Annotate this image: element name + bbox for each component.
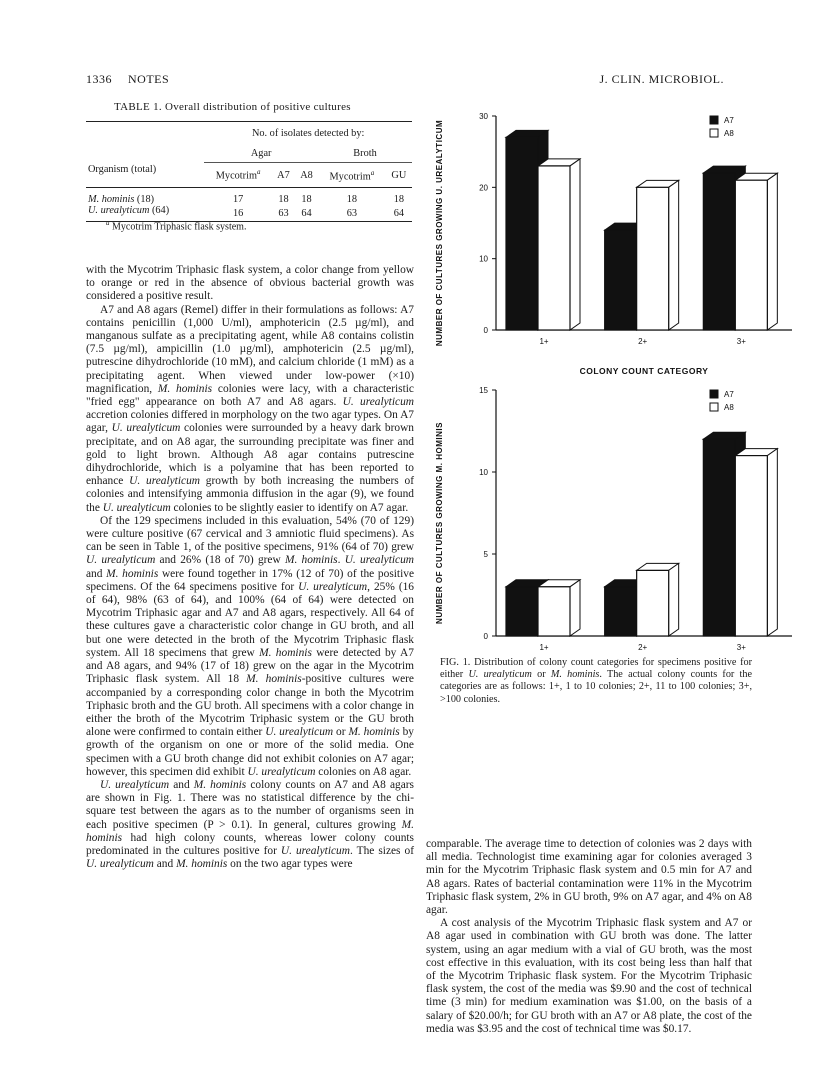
right-column-text [426, 838, 752, 1036]
subheader-gu: GU [391, 169, 407, 181]
organism-header: Organism (total) [88, 164, 157, 176]
paragraph: A7 and A8 agars (Remel) differ in their formulations as follows: A7 contains penicillin (1,000 U/ml), amphotericin (2.5 µg/ml), and manganous sulfate as a precipitating agent, while A8 contains colistin (7.5 µg/ml), ampicillin (1.0 µg/ml), amphotericin (2.5 µg/ml), putrescine dihydrochloride (10 mM), and calcium chloride (1 mM) as a precipitating agent. When viewed under low-power (×10) magnification, M. hominis colonies were lacy, with a characteristic "fried egg" appearance on both A7 and A8 agars. U. urealyticum accretion colonies differed in morphology on the two agar types. On A7 agar, U. urealyticum colonies were surrounded by a heavy dark brown precipitate, and on A8 agar, the surrounding precipitate was finer and gold to light brown. Although A8 agar contains putrescine dihydrochloride, which is a polyamine that has been reported to enhance U. urealyticum growth by both increasing the numbers of colonies and intensifying ammonia diffusion in the agar (9), we found the U. urealyticum colonies to be slightly easier to identify on A7 agar. [86, 303, 414, 514]
chart-hominis-svg [428, 378, 808, 660]
y-tick-label: 30 [479, 112, 488, 121]
left-column-text [86, 264, 414, 871]
bar-a7-3 [703, 173, 735, 330]
table-footnote: $^a$ Mycotrim Triphasic flask system. [106, 219, 247, 233]
y-tick-label: 15 [479, 386, 488, 395]
bar-side [767, 449, 777, 636]
bar-a7-1 [506, 587, 538, 636]
bar-a8-3 [735, 456, 767, 636]
x-tick-label: 3+ [736, 643, 746, 652]
legend-swatch-a7 [710, 116, 718, 124]
bar-a8-1 [538, 166, 570, 330]
bar-side [669, 180, 679, 330]
legend-label-a7: A7 [724, 390, 734, 399]
broth-header: Broth [318, 144, 412, 163]
bar-a8-2 [637, 187, 669, 330]
x-tick-label: 2+ [638, 337, 648, 346]
agar-header: Agar [204, 144, 318, 163]
bar-side [767, 173, 777, 330]
table-row: U. urealyticum (64) 16 63 64 63 64 [86, 205, 412, 222]
bar-a7-2 [605, 587, 637, 636]
paragraph: A cost analysis of the Mycotrim Triphasic flask system and A7 or A8 agar used in combination with GU broth was done. The latter system, using an agar medium with a vial of GU broth, was the most cost effective in this evaluation, with its cost being less than half that of the Mycotrim Triphasic flask system. For the Mycotrim Triphasic flask system, the cost of the media was $9.90 and the cost of technical time (3 min) for medium examination was $1.00, on the basis of a salary of $20.00/h; for GU broth with an A7 or A8 plate, the cost of the media was $3.95 and the cost of technical time was $0.17. [426, 917, 752, 1035]
paragraph: Of the 129 specimens included in this evaluation, 54% (70 of 129) were culture positive (67 cervical and 3 amniotic fluid specimens). As can be seen in Table 1, of the positive specimens, 91% (64 of 70) grew U. urealyticum and 26% (18 of 70) grew M. hominis. U. urealyticum and M. hominis were found together in 17% (12 of 70) of the positive specimens. Of the 64 specimens positive for U. urealyticum, 25% (16 of 64), 98% (63 of 64), and 100% (64 of 64) were detected on Mycotrim Triphasic agar and A7 and A8 agars, respectively. All 64 of these cultures gave a characteristic color change in GU broth, and all but one were detected in the broth of the Mycotrim Triphasic flask system. All 18 specimens that grew M. hominis were detected by A7 and A8 agars, and 94% (17 of 18) grew on the agar in the Mycotrim Triphasic flask system. All 18 M. hominis-positive cultures were accompanied by a corresponding color change in both the Mycotrim Triphasic broth and the GU broth. All specimens with a color change in either the broth of the Mycotrim Triphasic system or the GU broth alone were confirmed to contain either U. urealyticum or M. hominis by growth of the organism on one or more of the solid media. One specimen with a GU broth change did not exhibit colonies on A7 agar; however, this specimen did exhibit U. urealyticum colonies on A8 agar. [86, 514, 415, 778]
bar-side [570, 159, 580, 330]
subheader-mycotrim-broth: Mycotrim$^a$ [329, 168, 375, 182]
journal-title: J. CLIN. MICROBIOL. [599, 72, 724, 86]
legend-label-a8: A8 [724, 403, 734, 412]
legend-swatch-a8 [710, 129, 718, 137]
bar-a7-1 [506, 137, 538, 330]
legend-swatch-a8 [710, 403, 718, 411]
subheader-a7: A7 [277, 169, 290, 181]
bar-side [570, 580, 580, 636]
bar-a8-3 [735, 180, 767, 330]
chart-hominis [428, 378, 808, 660]
results-table [86, 121, 412, 222]
legend-label-a8: A8 [724, 129, 734, 138]
section-title: NOTES [128, 72, 170, 86]
legend-swatch-a7 [710, 390, 718, 398]
subheader-a8: A8 [300, 169, 313, 181]
table-row: M. hominis (18) 17 18 18 18 18 [88, 194, 404, 206]
x-tick-label: 2+ [638, 643, 648, 652]
x-tick-label: 3+ [736, 337, 746, 346]
page-number: 1336 [86, 72, 112, 86]
bar-side [669, 563, 679, 636]
chart-urealyticum-svg [428, 96, 808, 386]
paragraph: comparable. The average time to detection of colonies was 2 days with all media. Technologist time examining agar for colonies averaged 3 min for the Mycotrim Triphasic flask system and 0.5 min for A7 and A8 agars. Rates of bacterial contamination were 11% in the Mycotrim Triphasic flask system, 2% in GU broth, 9% on A7 agar, and 4% on A8 agar. [426, 838, 752, 917]
subheader-mycotrim-agar: Mycotrim$^a$ [215, 168, 261, 182]
figure-caption: FIG. 1. Distribution of colony count categories for specimens positive for either U. urealyticum or M. hominis. The actual colony counts for the categories are as follows: 1+, 1 to 10 colonies; 2+, 11 to 100 colonies; 3+, >100 colonies. [440, 657, 753, 705]
y-tick-label: 0 [483, 326, 488, 335]
bar-a7-3 [703, 439, 735, 636]
x-tick-label: 1+ [539, 337, 549, 346]
table-spanning-header: No. of isolates detected by: [251, 128, 365, 139]
chart-urealyticum [428, 96, 808, 386]
y-tick-label: 10 [479, 254, 488, 264]
bar-a8-2 [637, 570, 669, 636]
table-title: TABLE 1. Overall distribution of positive cultures [114, 101, 351, 113]
paragraph: U. urealyticum and M. hominis colony counts on A7 and A8 agars are shown in Fig. 1. There was no statistical difference by the chi-square test between the agars as to the number of organisms seen in each positive specimen (P > 0.1). In general, cultures growing M. hominis had high colony counts, whereas lower colony counts predominated in the cultures positive for U. urealyticum. The sizes of U. urealyticum and M. hominis on the two agar types were [86, 778, 414, 871]
bar-a7-2 [605, 230, 637, 330]
paragraph: with the Mycotrim Triphasic flask system, a color change from yellow to orange or red in the absence of obvious bacterial growth was considered a positive result. [86, 264, 414, 303]
y-axis-label: NUMBER OF CULTURES GROWING U. UREALYTICUM [435, 119, 444, 347]
y-tick-label: 5 [483, 550, 488, 559]
x-axis-label: COLONY COUNT CATEGORY [579, 366, 709, 376]
y-tick-label: 0 [483, 632, 488, 641]
legend-label-a7: A7 [724, 116, 734, 125]
bar-a8-1 [538, 587, 570, 636]
y-tick-label: 10 [479, 468, 488, 477]
y-axis-label: NUMBER OF CULTURES GROWING M. HOMINIS [435, 422, 444, 624]
x-tick-label: 1+ [539, 643, 549, 652]
y-tick-label: 20 [479, 183, 488, 193]
